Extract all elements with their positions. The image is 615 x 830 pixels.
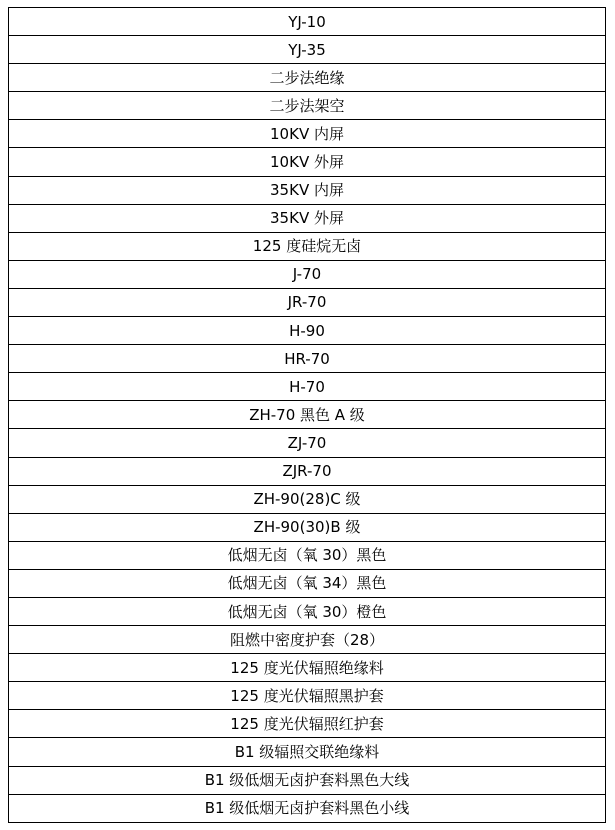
table-row [9,345,606,373]
table-row [9,457,606,485]
table-row [9,92,606,120]
table-row [9,541,606,569]
table-cell: ZH-90(30)B 级 [9,513,606,541]
table-cell: ZH-90(28)C 级 [9,485,606,513]
material-table-body [9,8,606,823]
table-cell: 35KV 内屏 [9,176,606,204]
table-cell: 二步法绝缘 [9,64,606,92]
table-row [9,429,606,457]
table-cell: 125 度光伏辐照绝缘料 [9,654,606,682]
table-row [9,597,606,625]
table-row [9,710,606,738]
table-row [9,120,606,148]
table-cell: ZJR-70 [9,457,606,485]
table-cell: ZH-70 黑色 A 级 [9,401,606,429]
table-row [9,232,606,260]
table-row [9,260,606,288]
table-row [9,148,606,176]
table-row [9,485,606,513]
table-cell: H-70 [9,373,606,401]
table-cell: 低烟无卤（氧 30）黑色 [9,541,606,569]
table-row [9,176,606,204]
table-cell: B1 级辐照交联绝缘料 [9,738,606,766]
table-cell: H-90 [9,317,606,345]
table-cell: 低烟无卤（氧 30）橙色 [9,597,606,625]
table-cell: 二步法架空 [9,92,606,120]
table-row [9,8,606,36]
material-table [8,7,606,823]
table-row [9,401,606,429]
table-row [9,794,606,822]
table-row [9,626,606,654]
table-cell: 10KV 外屏 [9,148,606,176]
table-row [9,317,606,345]
table-cell: B1 级低烟无卤护套料黑色大线 [9,766,606,794]
table-cell: B1 级低烟无卤护套料黑色小线 [9,794,606,822]
table-row [9,288,606,316]
table-row [9,513,606,541]
table-row [9,36,606,64]
table-row [9,204,606,232]
table-cell: 35KV 外屏 [9,204,606,232]
table-row [9,654,606,682]
table-cell: YJ-10 [9,8,606,36]
table-row [9,373,606,401]
table-cell: ZJ-70 [9,429,606,457]
table-cell: 125 度光伏辐照红护套 [9,710,606,738]
table-row [9,738,606,766]
table-row [9,766,606,794]
table-row [9,569,606,597]
table-cell: YJ-35 [9,36,606,64]
table-cell: 10KV 内屏 [9,120,606,148]
table-row [9,682,606,710]
table-cell: 阻燃中密度护套（28） [9,626,606,654]
table-row [9,64,606,92]
table-cell: HR-70 [9,345,606,373]
table-cell: J-70 [9,260,606,288]
table-cell: 125 度光伏辐照黑护套 [9,682,606,710]
table-cell: 低烟无卤（氧 34）黑色 [9,569,606,597]
table-cell: JR-70 [9,288,606,316]
table-cell: 125 度硅烷无卤 [9,232,606,260]
